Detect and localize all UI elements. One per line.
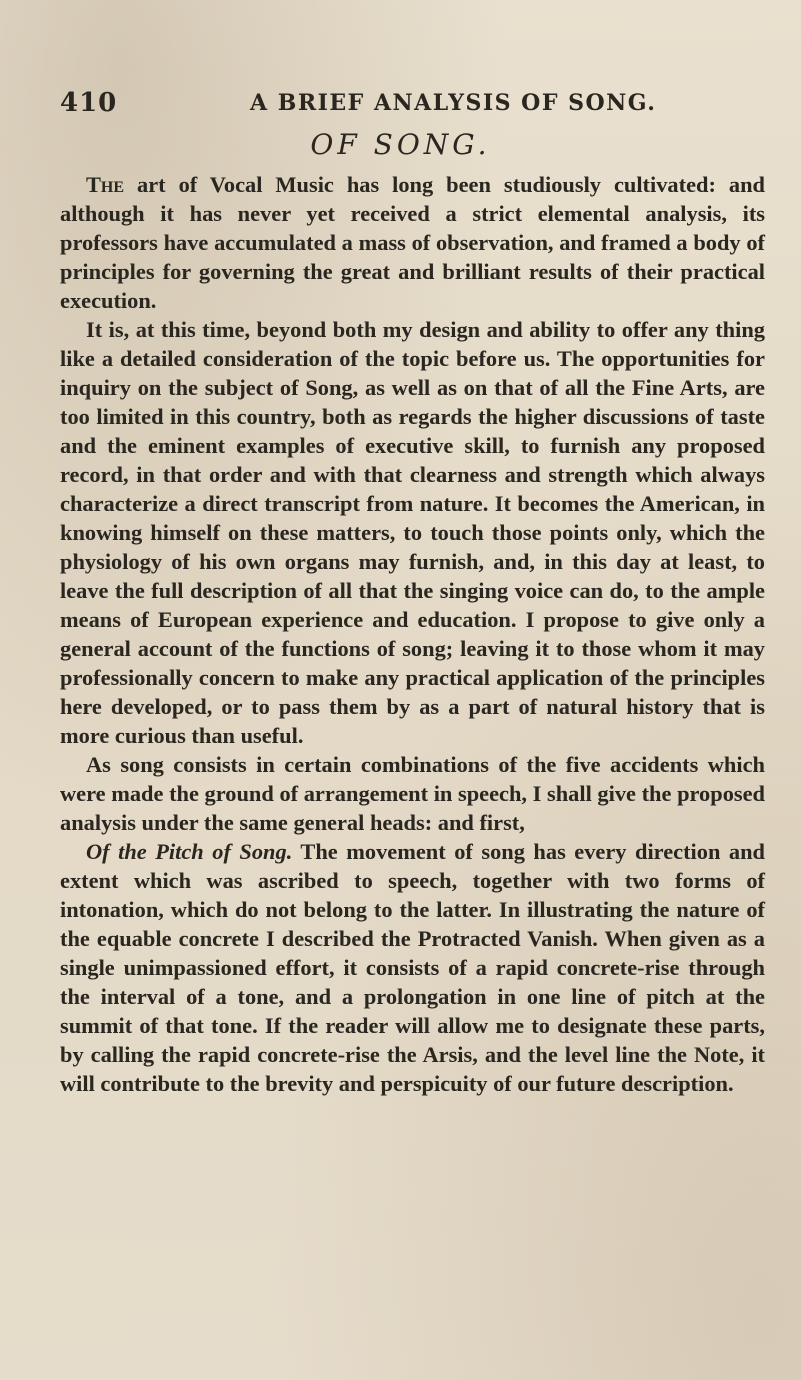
paragraph-text: art of Vocal Music has long been studiously cultivated: and although it has never yet received a strict elemental analysis, its professors have accumulated a mass of observation, and framed a body of principles for governing the great and brilliant results of their practical execution. [60, 172, 765, 313]
paragraph-1 [60, 170, 765, 315]
paragraph-text: As song consists in certain combinations of the five accidents which were made the ground of arrangement in speech, I shall give the proposed analysis under the same general heads: and first, [60, 752, 765, 835]
paragraph-4 [60, 837, 765, 1098]
paragraph-text: It is, at this time, beyond both my design and ability to offer any thing like a detailed consideration of the topic before us. The opportunities for inquiry on the subject of Song, as well as on that of all the Fine Arts, are too limited in this country, both as regards the higher discussions of taste and the eminent examples of executive skill, to furnish any proposed record, in that order and with that clearness and strength which always characterize a direct transcript from nature. It becomes the American, in knowing himself on these matters, to touch those points only, which the physiology of his own organs may furnish, and, in this day at least, to leave the full description of all that the singing voice can do, to the ample means of European experience and education. I propose to give only a general account of the functions of song; leaving it to those whom it may professionally concern to make any practical application of the principles here developed, or to pass them by as a part of natural history that is more curious than useful. [60, 317, 765, 748]
body-text [60, 170, 765, 1098]
paragraph-text: The movement of song has every direction and extent which was ascribed to speech, together with two forms of intonation, which do not belong to the latter. In illustrating the nature of the equable concrete I described the Protracted Vanish. When given as a single unimpassioned effort, it consists of a rapid concrete-rise through the interval of a tone, and a prolongation in one line of pitch at the summit of that tone. If the reader will allow me to designate these parts, by calling the rapid concrete-rise the Arsis, and the level line the Note, it will contribute to the brevity and perspicuity of our future description. [60, 839, 766, 1096]
page-number: 410 [60, 88, 118, 118]
running-head [60, 88, 760, 122]
paragraph-3 [60, 750, 765, 837]
paragraph-lead-in: The [86, 172, 125, 197]
paragraph-2 [60, 315, 765, 750]
section-title: OF SONG. [310, 128, 491, 161]
paragraph-run-in-heading: Of the Pitch of Song. [86, 839, 293, 864]
running-title: A BRIEF ANALYSIS OF SONG. [250, 90, 657, 116]
